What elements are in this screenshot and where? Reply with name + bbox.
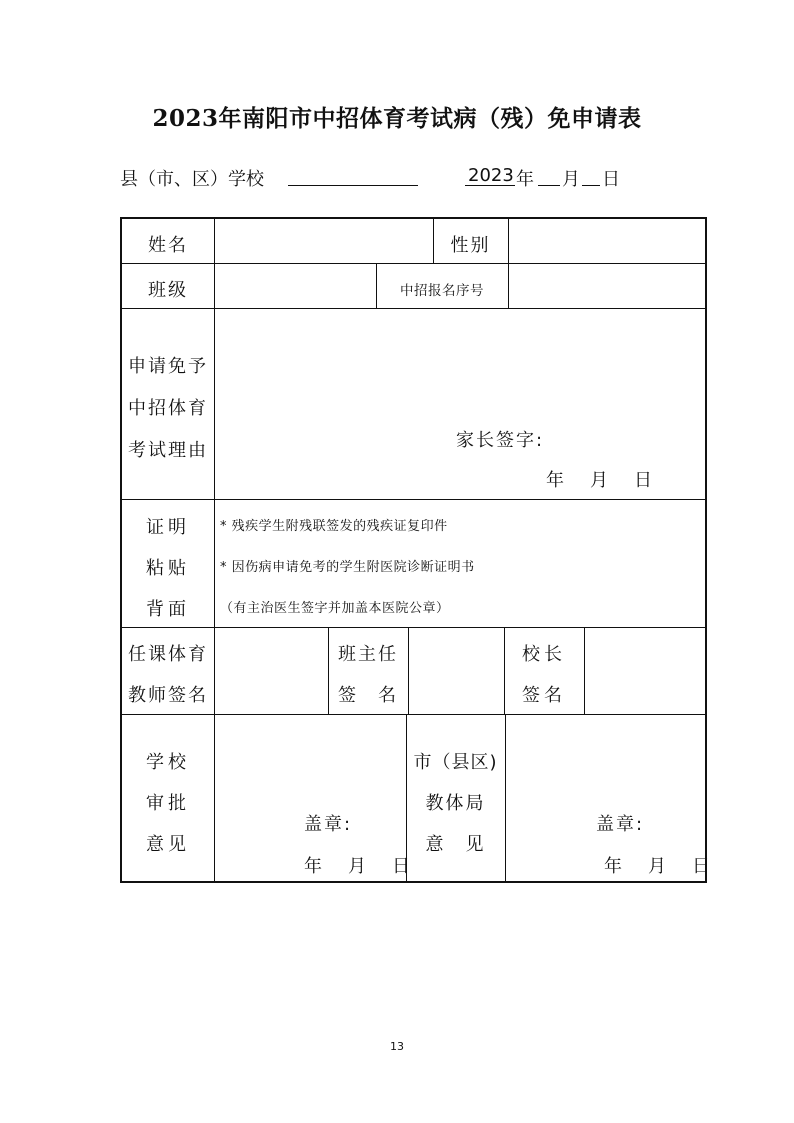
gender-field[interactable]: [510, 221, 705, 261]
pe-teacher-signature-field[interactable]: [216, 629, 326, 712]
reason-label-line-3: 考试理由: [128, 440, 208, 461]
day-blank[interactable]: [582, 165, 600, 186]
school-opinion-label-line-2: 审批: [146, 793, 190, 814]
row-divider: [122, 263, 707, 264]
month-blank[interactable]: [538, 165, 560, 186]
header-line: [120, 165, 720, 191]
principal-label-line-2: 签名: [522, 685, 566, 706]
bureau-seal-label: 盖章:: [596, 814, 645, 835]
reg-no-label: 中招报名序号: [400, 283, 484, 299]
col-divider: [508, 219, 509, 263]
pe-teacher-label-line-1: 任课体育: [128, 644, 208, 665]
row-divider: [122, 499, 707, 500]
head-teacher-label-line-1: 班主任: [338, 644, 398, 665]
school-name-blank[interactable]: [288, 165, 418, 186]
col-divider: [408, 627, 409, 714]
proof-label-line-3: 背面: [146, 599, 190, 620]
school-opinion-label-line-3: 意见: [146, 834, 190, 855]
proof-note-1: * 残疾学生附残联签发的残疾证复印件: [220, 519, 448, 534]
principal-signature-field[interactable]: [586, 629, 705, 712]
school-seal-label: 盖章:: [304, 814, 353, 835]
proof-note-2: * 因伤病申请免考的学生附医院诊断证明书: [220, 560, 475, 575]
year-underline: [465, 165, 515, 186]
gender-label: 性别: [450, 235, 491, 256]
class-label: 班级: [148, 280, 188, 301]
bureau-opinion-field[interactable]: [507, 716, 705, 806]
row-divider: [122, 308, 707, 309]
parent-sign-date: 年 月 日: [546, 470, 656, 491]
row-divider: [122, 714, 707, 715]
col-divider: [508, 263, 509, 308]
name-label: 姓名: [148, 235, 188, 256]
school-opinion-field[interactable]: [216, 716, 404, 806]
bureau-label-line-3: 意 见: [425, 834, 486, 855]
page-number: 13: [390, 1040, 404, 1053]
page-title: 2023年南阳市中招体育考试病（残）免申请表: [152, 105, 642, 132]
bureau-seal-date: 年 月 日: [604, 856, 714, 877]
reason-label-line-2: 中招体育: [128, 398, 208, 419]
head-teacher-label-line-2: 签 名: [338, 685, 398, 706]
reg-no-field[interactable]: [510, 265, 705, 306]
col-divider: [584, 627, 585, 714]
school-opinion-label-line-1: 学校: [146, 752, 190, 773]
parent-sign-label: 家长签字:: [456, 430, 545, 451]
label-column-divider: [214, 219, 215, 883]
proof-label-line-1: 证明: [146, 517, 190, 538]
header-day-unit: 日: [602, 169, 620, 190]
row-divider: [122, 627, 707, 628]
pe-teacher-label-line-2: 教师签名: [128, 685, 208, 706]
school-seal-date: 年 月 日: [304, 856, 414, 877]
proof-label-line-2: 粘贴: [146, 558, 190, 579]
head-teacher-signature-field[interactable]: [410, 629, 502, 712]
application-form-table: [120, 217, 714, 883]
bureau-label-line-1: 市（县区): [413, 752, 498, 773]
header-month-unit: 月: [562, 169, 580, 190]
class-field[interactable]: [216, 265, 374, 306]
header-year: 2023: [468, 165, 514, 186]
col-divider: [505, 714, 506, 883]
name-field[interactable]: [216, 221, 431, 261]
header-year-unit: 年: [516, 169, 534, 190]
county-school-label: 县（市、区）学校: [120, 169, 264, 190]
proof-note-3: （有主治医生签字并加盖本医院公章）: [220, 601, 450, 616]
principal-label-line-1: 校长: [522, 644, 566, 665]
reason-text-area[interactable]: [216, 310, 705, 420]
bureau-label-line-2: 教体局: [425, 793, 486, 814]
reason-label-line-1: 申请免予: [128, 356, 208, 377]
